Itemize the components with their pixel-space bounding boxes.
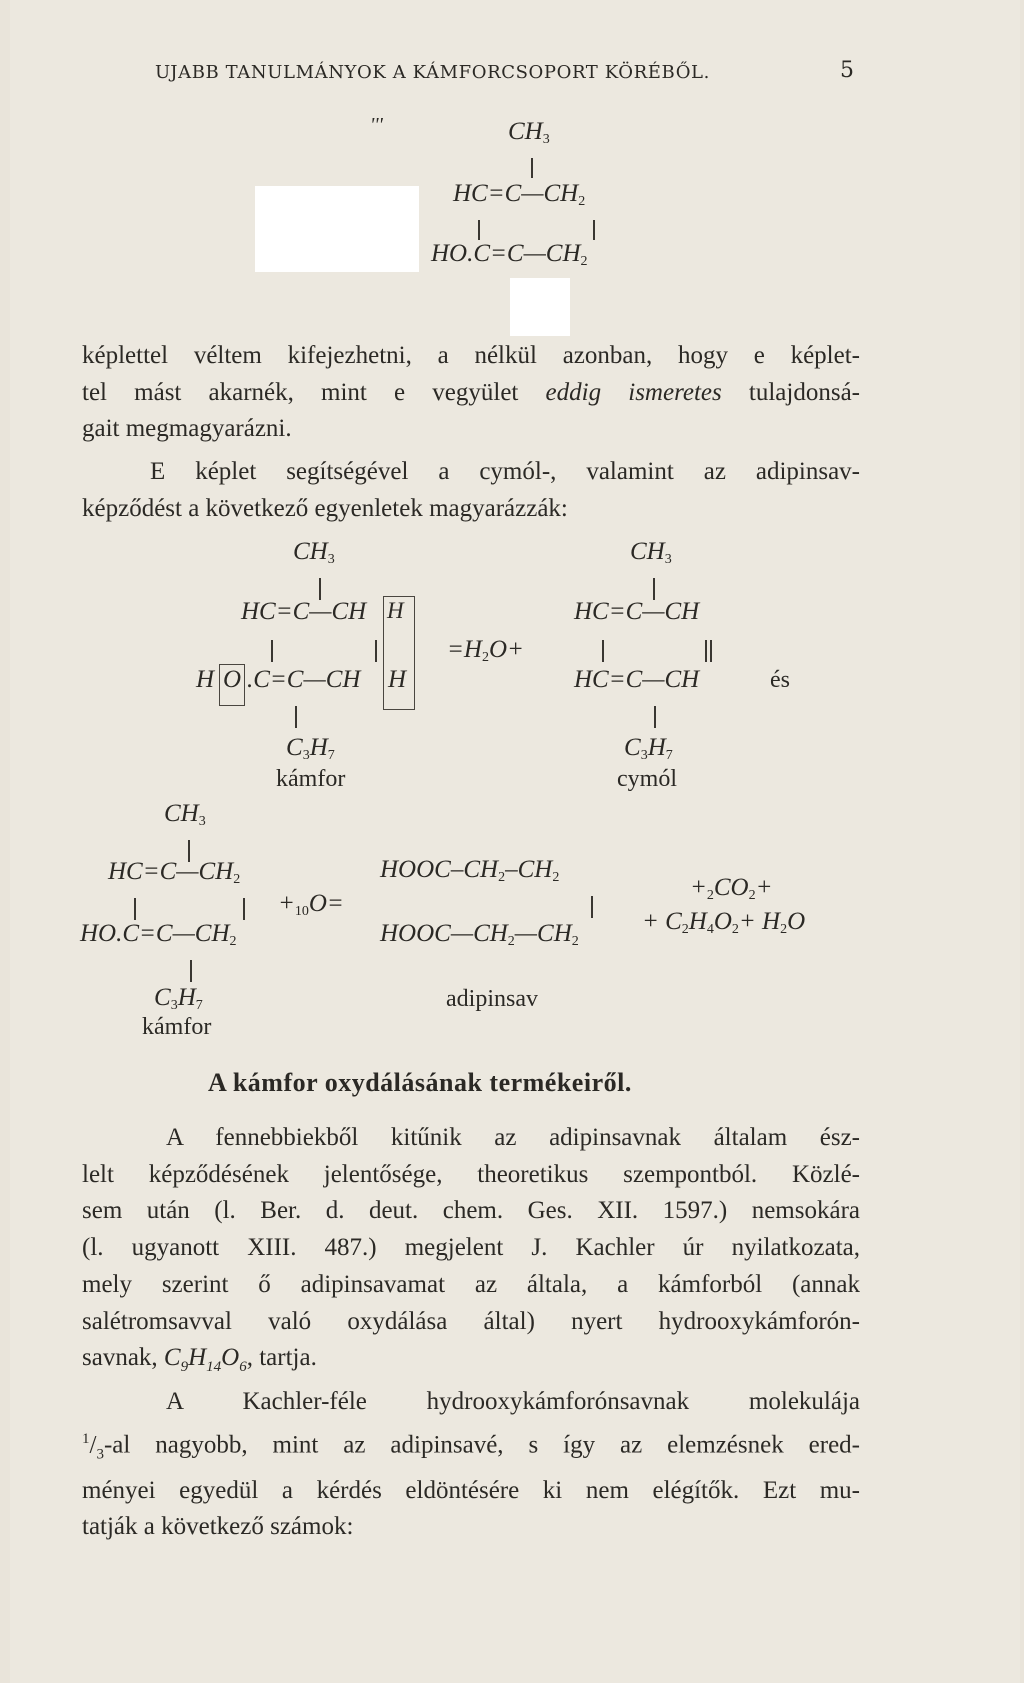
text-line: (l. ugyanott XIII. 487.) megjelent J. Kachler úr nyilatkozata, — [82, 1234, 860, 1262]
bond-line — [375, 640, 377, 662]
double-bond-line — [705, 640, 707, 662]
bond-line — [593, 220, 595, 240]
bond-line — [243, 898, 245, 920]
formula-1-ch3: $CH_3$ — [508, 118, 550, 147]
running-title: UJABB TANULMÁNYOK A KÁMFORCSOPORT KÖRÉBŐL. — [155, 62, 710, 83]
formula-1-marker: ''' — [370, 114, 383, 136]
text-line: mely szerint ő adipinsavamat az általa, a kámforból (annak — [82, 1270, 860, 1298]
text-line: ményei egyedül a kérdés eldöntésére ki nem elégítők. Ezt mu- — [82, 1476, 860, 1504]
eq2-co2-term: $+_2CO_2+$ — [690, 874, 773, 903]
eq2-row2: $HO.C=C—CH_2$ — [80, 920, 237, 949]
eq1-left-h-top: H — [387, 598, 404, 623]
text-line: A fennebbiekből kitűnik az adipinsavnak általam ész- — [166, 1124, 860, 1151]
double-bond-line — [710, 640, 712, 662]
conjunction-and: és — [770, 667, 790, 693]
bond-line — [602, 640, 604, 662]
text-line: lelt képződésének jelentősége, theoretikus szempontból. Közlé- — [82, 1160, 860, 1188]
text-line: A Kachler-féle hydrooxykámforónsavnak molekulája — [166, 1388, 860, 1415]
bond-line — [653, 578, 655, 600]
text-line: sem után (l. Ber. d. deut. chem. Ges. XII. 1597.) nemsokára — [82, 1197, 860, 1225]
eq1-right-ch3: $CH_3$ — [630, 538, 672, 567]
text-line: képződést a következő egyenletek magyarázzák: — [82, 494, 568, 522]
eq2-tail-term: + $C_2H_4O_2+ H_2O$ — [642, 908, 806, 937]
bond-line — [319, 578, 321, 600]
paragraph-2 — [82, 454, 860, 527]
page-number: 5 — [840, 58, 854, 83]
text-line: salétromsavval való oxydálása által) nyert hydrooxykámforón- — [82, 1307, 860, 1335]
text-line: gait megmagyarázni. — [82, 415, 292, 443]
eq1-left-o: O — [223, 666, 242, 693]
bond-line — [134, 898, 136, 920]
bond-line — [591, 896, 593, 918]
bond-line — [190, 960, 192, 982]
section-heading: A kámfor oxydálásának termékeiről. — [208, 1068, 632, 1097]
eq2-acid-row1: HOOC–$CH_2-CH_2$ — [380, 856, 560, 885]
eq1-left-row1: HC=C—CH — [241, 598, 367, 625]
bond-line — [478, 220, 480, 240]
eq2-label-camphor: kámfor — [142, 1014, 212, 1040]
formula-1-row1: $HC=C—CH_2$ — [453, 180, 586, 209]
eq1-right-c3h7: $C_3H_7$ — [624, 734, 673, 763]
eq1-label-cymene: cymól — [617, 766, 677, 792]
eq1-right-row1: HC=C—CH — [574, 598, 700, 625]
bond-line — [654, 706, 656, 728]
paragraph-1 — [82, 338, 860, 448]
eq1-left-row2: .C=C—CH — [247, 666, 361, 693]
paragraph-4 — [82, 1384, 860, 1546]
bond-line — [295, 706, 297, 728]
eq1-left-c3h7: $C_3H_7$ — [286, 734, 335, 763]
text-line: képlettel véltem kifejezhetni, a nélkül azonban, hogy e képlet- — [82, 342, 860, 369]
text-line: savnak, $C_9H_{14}O_6$, tartja. — [82, 1344, 317, 1376]
eq1-left-h-bottom: H — [388, 666, 407, 693]
eq1-right-row2: HC=C—CH — [574, 666, 700, 693]
eq1-left-ch3: $CH_3$ — [293, 538, 335, 567]
formula-1-row2: $HO.C=C—CH_2$ — [431, 240, 588, 269]
paragraph-3 — [82, 1120, 860, 1386]
eq2-c3h7: $C_3H_7$ — [154, 984, 203, 1013]
bond-line — [531, 158, 533, 178]
redaction-box — [510, 278, 570, 336]
redaction-box — [255, 186, 419, 272]
eq2-row1: $HC=C—CH_2$ — [108, 858, 241, 887]
eq1-middle: $=H_2O+$ — [447, 636, 524, 665]
eq2-label-adipic-acid: adipinsav — [446, 986, 538, 1012]
eq2-ch3: $CH_3$ — [164, 800, 206, 829]
eq1-left-h: H — [196, 666, 215, 693]
bond-line — [271, 640, 273, 662]
text-line: tatják a következő számok: — [82, 1513, 354, 1541]
scanned-page — [10, 0, 1020, 1683]
eq2-acid-row2: $HOOC—CH_2—CH_2$ — [380, 920, 579, 949]
eq2-oxygen-term: $+_{10}O=$ — [278, 890, 344, 919]
eq1-label-camphor: kámfor — [276, 766, 346, 792]
emphasis: eddig ismeretes — [545, 378, 722, 406]
text-line: E képlet segítségével a cymól-, valamint az adipinsav- — [150, 458, 860, 485]
text-line: tel mást akarnék, mint e vegyület eddig ismeretes tulajdonsá- — [82, 378, 860, 406]
text-line: $^1/_3-al$ nagyobb, mint az adipinsavé, s így az elemzésnek ered- — [82, 1430, 860, 1463]
